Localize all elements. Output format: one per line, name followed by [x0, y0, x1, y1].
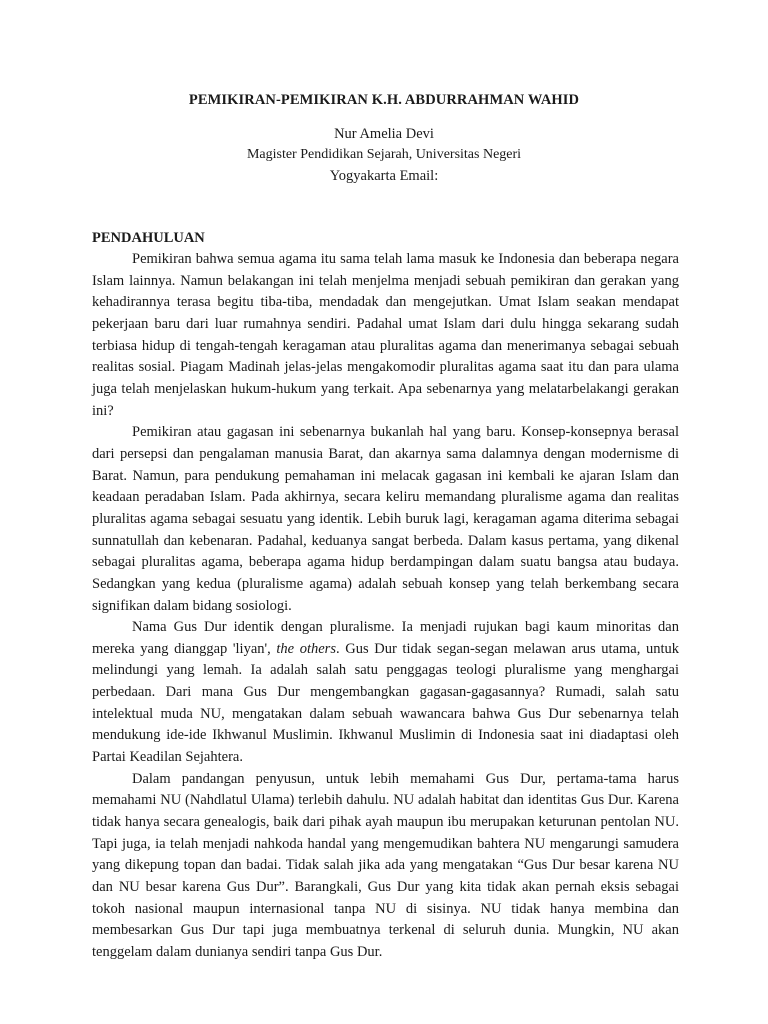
- paper-title: PEMIKIRAN-PEMIKIRAN K.H. ABDURRAHMAN WAHID: [188, 92, 580, 108]
- paragraph-1: Pemikiran bahwa semua agama itu sama telah lama masuk ke Indonesia dan beberapa negara Islam lainnya. Namun belakangan ini telah menjelma menjadi sebuah pemikiran dan gerakan yang kehadirannya terasa begitu tiba-tiba, mendadak dan mengejutkan. Umat Islam seakan mendapat pekerjaan baru dari luar rumahnya sendiri. Padahal umat Islam dari dulu hingga sekarang sudah terbiasa hidup di tengah-tengah keragaman atau pluralitas agama dan menerimanya sebagai sebuah realitas sosial. Piagam Madinah jelas-jelas mengakomodir pluralitas agama saat itu dan para ulama juga telah menjelaskan hukum-hukum yang terkait. Apa sebenarnya yang melatarbelakangi gerakan ini?: [92, 251, 679, 419]
- paragraph-3-part-2: . Gus Dur tidak segan-segan melawan arus utama, untuk melindungi yang lemah. Ia adalah salah satu penggagas teologi pluralisme yang menghargai perbedaan. Dari mana Gus Dur mengembangkan gagasan-gagasannya? Rumadi, salah satu intelektual muda NU, mengatakan dalam sebuah wawancara bahwa Gus Dur sebenarnya telah mendukung ide-ide Ikhwanul Muslimin. Ikhwanul Muslimin di Indonesia saat ini diadaptasi oleh Partai Keadilan Sejahtera.: [92, 640, 680, 766]
- author-name: Nur Amelia Devi: [334, 126, 434, 142]
- affiliation-line-2: Yogyakarta Email:: [329, 168, 439, 184]
- paragraph-4: Dalam pandangan penyusun, untuk lebih memahami Gus Dur, pertama-tama harus memahami NU (Nahdlatul Ulama) terlebih dahulu. NU adalah habitat dan identitas Gus Dur. Karena tidak hanya secara genealogis, baik dari pihak ayah maupun ibu merupakan keturunan pentolan NU. Tapi juga, ia telah menjadi nahkoda handal yang mengemudikan bahtera NU mengarungi samudera yang dikepung topan dan badai. Tidak salah jika ada yang mengatakan “Gus Dur besar karena NU dan NU besar karena Gus Dur”. Barangkali, Gus Dur yang kita tidak akan pernah eksis sebagai tokoh nasional maupun internasional tanpa NU di sisinya. NU tidak hanya membina dan membesarkan Gus Dur tapi juga membuatnya terkenal di seluruh dunia. Mungkin, NU akan tenggelam dalam dunianya sendiri tanpa Gus Dur.: [92, 770, 679, 960]
- paragraph-3-italic: the others: [276, 640, 336, 657]
- affiliation-line-1: Magister Pendidikan Sejarah, Universitas Negeri: [246, 147, 522, 162]
- section-heading: PENDAHULUAN: [92, 230, 205, 246]
- paragraph-3: [92, 617, 679, 769]
- paragraph-2: Pemikiran atau gagasan ini sebenarnya bukanlah hal yang baru. Konsep-konsepnya berasal dari persepsi dan pengalaman manusia Barat, dan akarnya sama dalamnya dengan modernisme di Barat. Namun, para pendukung pemahaman ini melacak gagasan ini kembali ke ajaran Islam dan keadaan peradaban Islam. Pada akhirnya, secara keliru memandang pluralisme agama dan realitas pluralitas agama sebagai sesuatu yang identik. Lebih buruk lagi, keragaman agama diterima sebagai sunnatullah dan kebenaran. Padahal, keduanya sangat berbeda. Dalam kasus pertama, yang dikenal sebagai pluralitas agama, beberapa agama hidup berdampingan dalam suatu bangsa atau budaya. Sedangkan yang kedua (pluralisme agama) adalah sebuah konsep yang telah berkembang secara signifikan dalam bidang sosiologi.: [92, 424, 679, 614]
- paragraph-3-part-1: Nama Gus Dur identik dengan pluralisme. Ia menjadi rujukan bagi kaum minoritas dan mereka yang dianggap 'liyan',: [92, 619, 679, 657]
- body-text: [92, 249, 679, 964]
